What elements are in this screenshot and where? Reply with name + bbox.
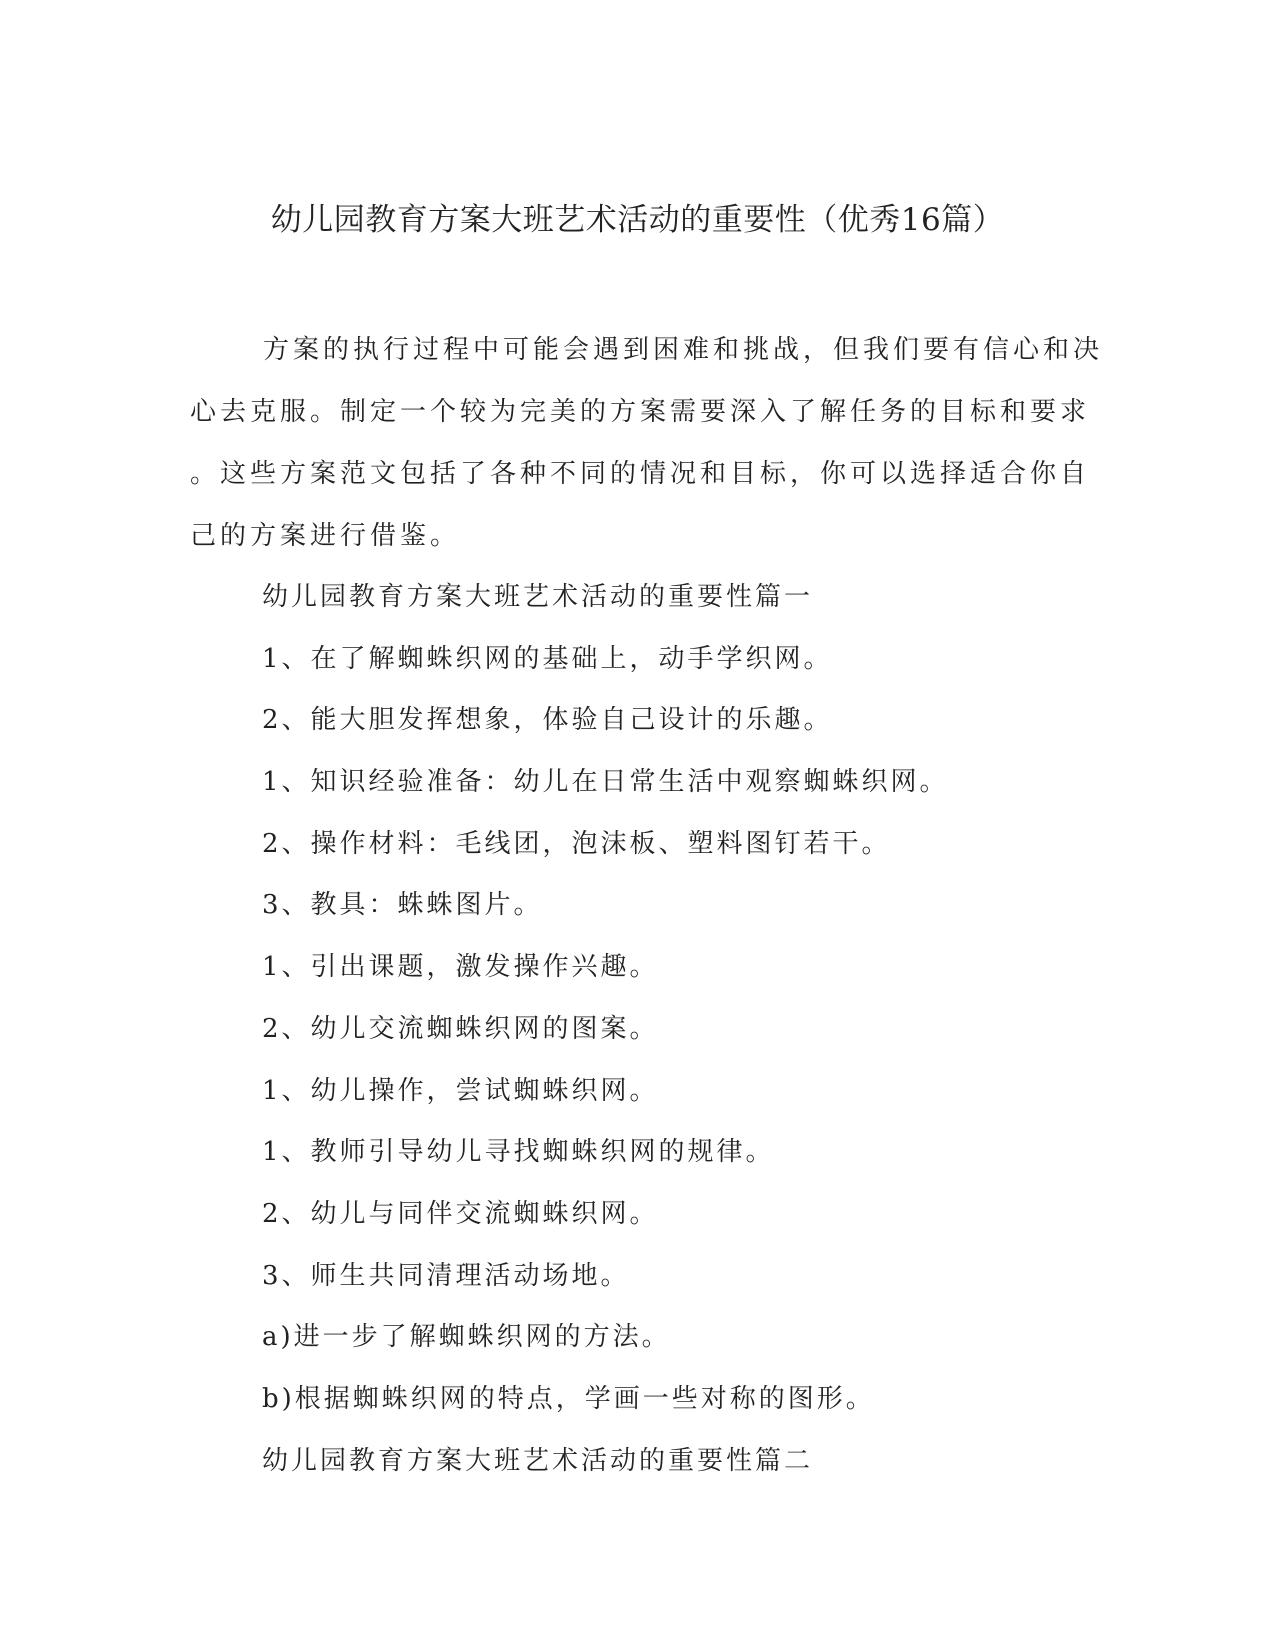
list-item: a)进一步了解蜘蛛织网的方法。 [262,1322,671,1353]
list-item: 2、能大胆发挥想象，体验自己设计的乐趣。 [262,705,833,736]
list-item: 1、幼儿操作，尝试蜘蛛织网。 [262,1075,659,1106]
list-item: 1、知识经验准备：幼儿在日常生活中观察蜘蛛织网。 [262,767,949,798]
list-item: 3、教具：蛛蛛图片。 [262,890,543,921]
list-item: 1、引出课题，激发操作兴趣。 [262,952,659,983]
body-list [262,577,1122,1502]
list-item: 2、幼儿与同伴交流蜘蛛织网。 [262,1198,659,1229]
list-item: 1、教师引导幼儿寻找蜘蛛织网的规律。 [262,1137,775,1168]
list-item: 3、师生共同清理活动场地。 [262,1260,630,1291]
list-item: 2、操作材料：毛线团，泡沫板、塑料图钉若干。 [262,828,891,859]
list-item: 2、幼儿交流蜘蛛织网的图案。 [262,1013,659,1044]
intro-line: 己的方案进行借鉴。 [190,521,461,551]
document-title: 幼儿园教育方案大班艺术活动的重要性（优秀16篇） [270,202,1005,238]
list-item: b)根据蜘蛛织网的特点，学画一些对称的图形。 [262,1383,875,1414]
list-item: 1、在了解蜘蛛织网的基础上，动手学织网。 [262,643,833,674]
section-heading: 幼儿园教育方案大班艺术活动的重要性篇一 [262,582,814,612]
intro-line: 方案的执行过程中可能会遇到困难和挑战，但我们要有信心和决 [263,335,1104,365]
intro-paragraph [190,330,1104,578]
intro-line: 心去克服。制定一个较为完美的方案需要深入了解任务的目标和要求 [190,397,1091,427]
section-heading: 幼儿园教育方案大班艺术活动的重要性篇二 [262,1445,814,1476]
intro-line: 。这些方案范文包括了各种不同的情况和目标，你可以选择适合你自 [190,459,1091,489]
